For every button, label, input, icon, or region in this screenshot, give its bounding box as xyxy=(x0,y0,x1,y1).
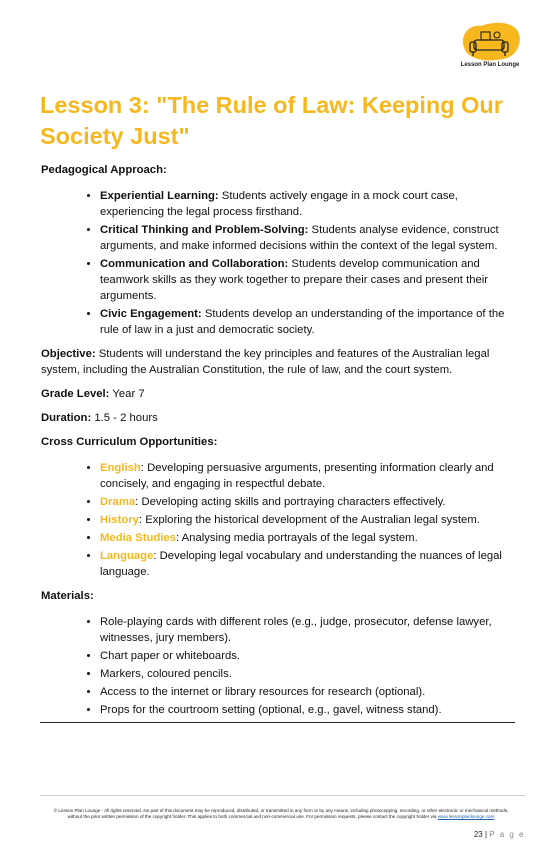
cross-curriculum-list xyxy=(41,460,525,580)
list-item: • Access to the internet or library resources for research (optional). xyxy=(100,684,525,700)
list-item: • Chart paper or whiteboards. xyxy=(100,648,525,664)
materials-heading: Materials: xyxy=(41,590,94,602)
list-item: • Role-playing cards with different roles (e.g., judge, prosecutor, defense lawyer, witnesses, jury members). xyxy=(100,614,525,646)
grade-label: Grade Level: xyxy=(41,388,110,400)
item-term: Communication and Collaboration: xyxy=(100,258,289,270)
duration xyxy=(41,410,525,426)
page-word: P a g e xyxy=(489,830,525,839)
brand-logo xyxy=(457,20,523,76)
item-text: : Developing acting skills and portraying characters effectively. xyxy=(135,496,446,508)
item-text: Students actively engage in a mock court case, experiencing the legal process firsthand. xyxy=(100,190,458,218)
subject-name: English xyxy=(100,462,141,474)
list-item xyxy=(100,222,525,254)
footer-copyright xyxy=(46,808,516,820)
list-item xyxy=(100,548,525,580)
item-text: Students develop communication and teamwork skills as they work together to prepare their cases and present their arguments. xyxy=(100,258,489,302)
duration-label: Duration: xyxy=(41,412,92,424)
item-term: Civic Engagement: xyxy=(100,308,202,320)
item-text: : Developing persuasive arguments, presenting information clearly and concisely, and engaging in respectful debate. xyxy=(100,462,494,490)
item-text: : Developing legal vocabulary and understanding the nuances of legal language. xyxy=(100,550,502,578)
subject-name: History xyxy=(100,514,139,526)
item-text: : Analysing media portrayals of the legal system. xyxy=(175,532,418,544)
objective xyxy=(41,346,525,378)
objective-text: Students will understand the key principles and features of the Australian legal system, including the Australian Constitution, the rule of law, and the court system. xyxy=(41,348,490,376)
page-separator: | xyxy=(482,830,490,839)
subject-name: Media Studies xyxy=(100,532,176,544)
list-item xyxy=(100,256,525,304)
list-item: • Props for the courtroom setting (optional, e.g., gavel, witness stand). xyxy=(100,702,525,718)
item-text: Students analyse evidence, construct arguments, and make informed decisions within the context of the legal system. xyxy=(100,224,499,252)
content-divider xyxy=(40,722,515,723)
item-term: Critical Thinking and Problem-Solving: xyxy=(100,224,309,236)
grade-text: Year 7 xyxy=(109,388,145,400)
logo-text: Lesson Plan Lounge xyxy=(460,62,520,68)
cross-curriculum-heading: Cross Curriculum Opportunities: xyxy=(41,436,218,448)
page-number xyxy=(474,830,525,839)
list-item: • Markers, coloured pencils. xyxy=(100,666,525,682)
materials-list xyxy=(41,614,525,718)
grade-level xyxy=(41,386,525,402)
list-item xyxy=(100,188,525,220)
list-item xyxy=(100,306,525,338)
list-item xyxy=(100,494,525,510)
lesson-content xyxy=(41,162,525,726)
copyright-text: © Lesson Plan Lounge - All rights reserved. No part of this document may be reproduced, distributed, or transmitted in any form or by any means, including photocopying, recording, or other electronic or mechanical methods, without the prior written permission of the copyright holder. This applies to both commercial and non-commercial use. For permission requests, please contact the copyright holder via xyxy=(53,808,509,819)
item-term: Experiential Learning: xyxy=(100,190,219,202)
page-number-value: 23 xyxy=(473,830,483,839)
objective-label: Objective: xyxy=(41,348,96,360)
item-text: Students develop an understanding of the importance of the rule of law in a just and democratic society. xyxy=(100,308,505,336)
list-item xyxy=(100,512,525,528)
subject-name: Drama xyxy=(100,496,136,508)
couch-icon xyxy=(457,20,523,64)
duration-text: 1.5 - 2 hours xyxy=(91,412,158,424)
subject-name: Language xyxy=(100,550,154,562)
pedagogical-heading: Pedagogical Approach: xyxy=(41,164,167,176)
list-item xyxy=(100,530,525,546)
list-item xyxy=(100,460,525,492)
pedagogical-list xyxy=(41,188,525,338)
footer-divider xyxy=(40,795,525,796)
website-link[interactable]: www.lessonplanlounge.com xyxy=(437,814,495,819)
item-text: : Exploring the historical development of the Australian legal system. xyxy=(138,514,480,526)
page-title: Lesson 3: "The Rule of Law: Keeping Our Society Just" xyxy=(40,92,503,149)
